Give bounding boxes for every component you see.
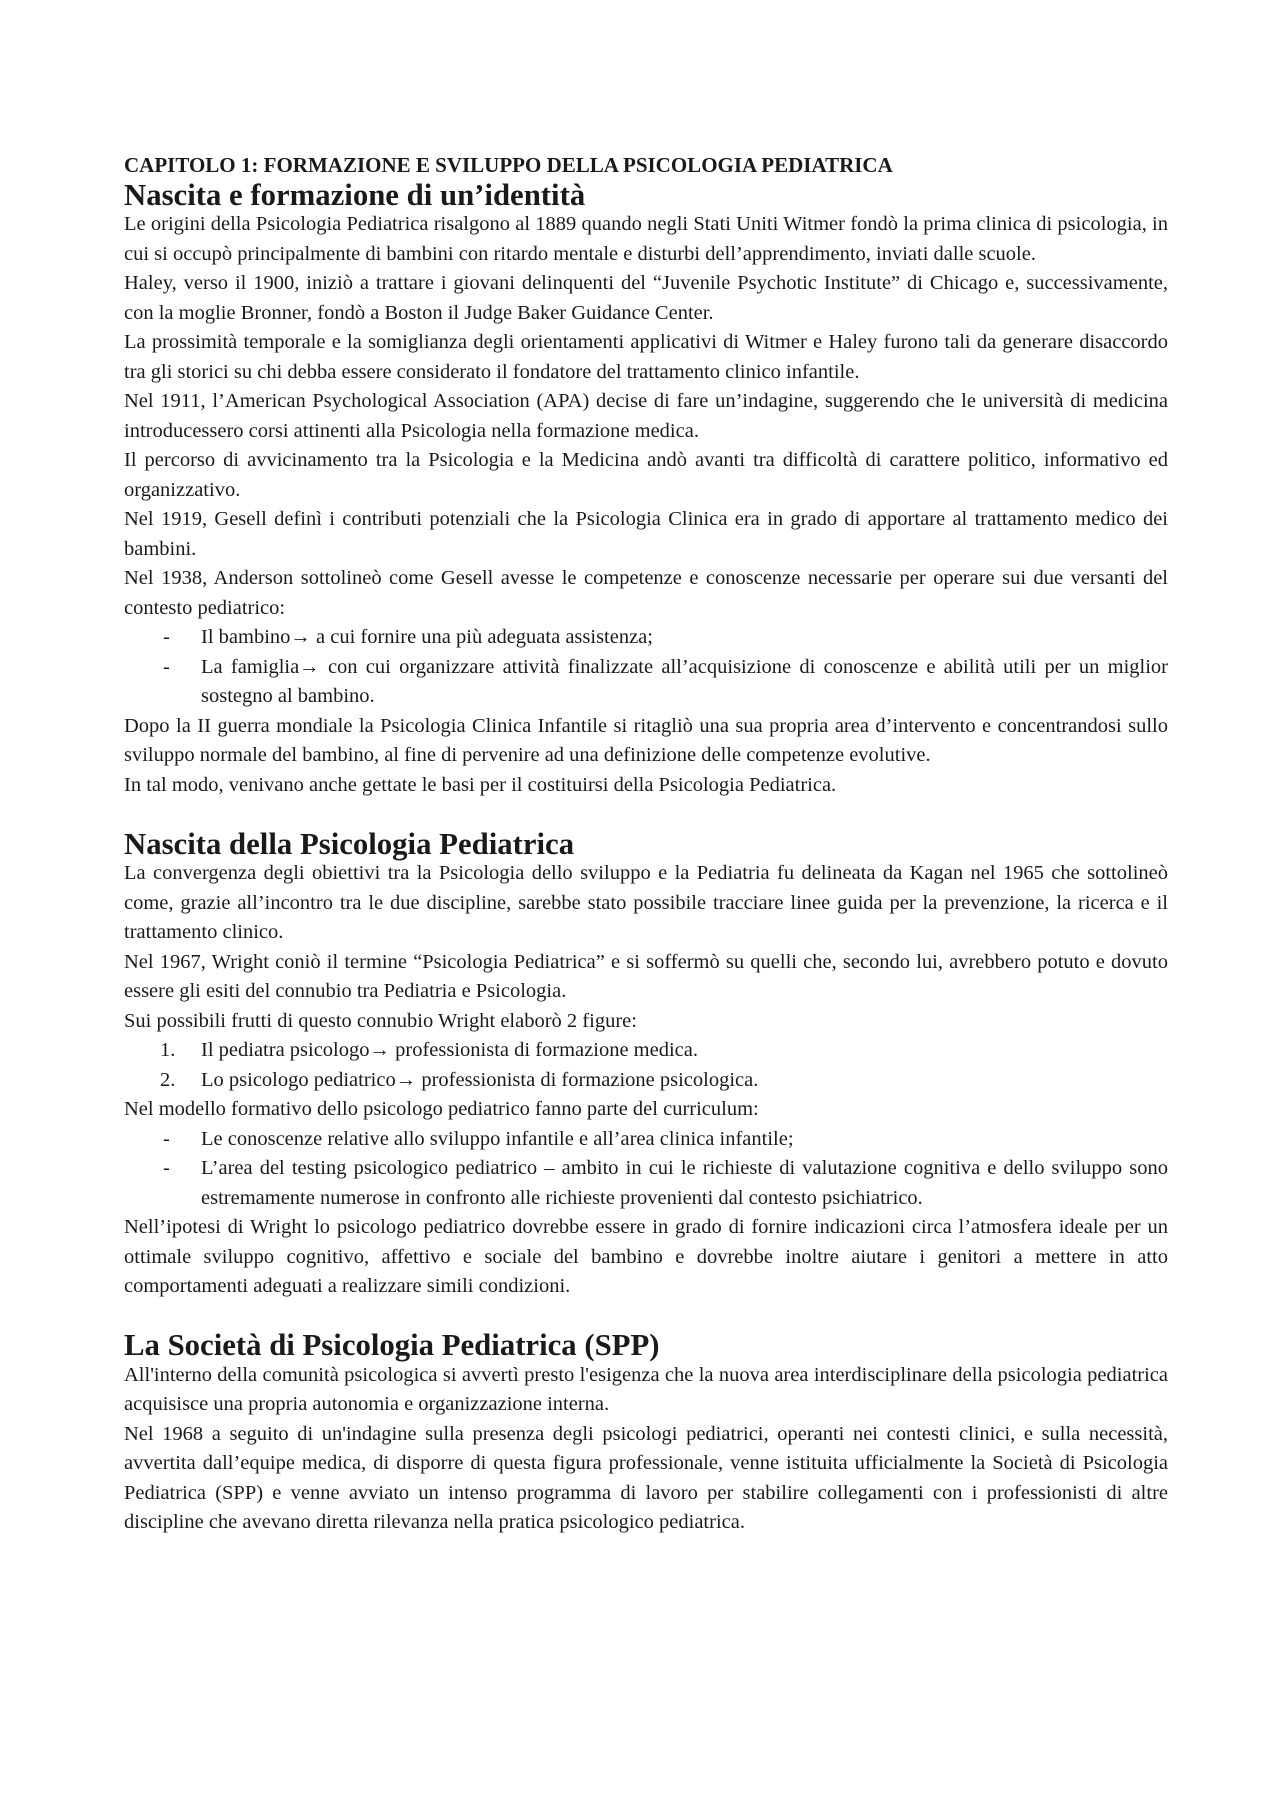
section-societa-spp [124, 1328, 1168, 1538]
paragraph: Nel 1938, Anderson sottolineò come Gesell avesse le competenze e conoscenze necessarie per operare sui due versanti del contesto pediatrico: [124, 567, 1168, 619]
section-nascita-psicologia-pediatrica [124, 826, 1168, 1302]
paragraph: Sui possibili frutti di questo connubio Wright elaborò 2 figure: [124, 1009, 637, 1032]
list-marker: - [163, 1157, 170, 1179]
paragraph: Nel 1967, Wright coniò il termine “Psicologia Pediatrica” e si soffermò su quelli che, secondo lui, avrebbero potuto e dovuto essere gli esiti del connubio tra Pediatria e Psicologia. [124, 950, 1168, 1002]
section-title: La Società di Psicologia Pediatrica (SPP) [124, 1328, 660, 1362]
paragraph: Dopo la II guerra mondiale la Psicologia Clinica Infantile si ritagliò una sua propria area d’intervento e concentrandosi sullo sviluppo normale del bambino, al fine di pervenire ad una definizione delle competenze evolutive. [124, 714, 1168, 766]
list-item [124, 1125, 1168, 1155]
paragraph: Il percorso di avvicinamento tra la Psicologia e la Medicina andò avanti tra difficoltà di carattere politico, informativo ed organizzativo. [124, 449, 1168, 501]
list-item [124, 1154, 1168, 1213]
chapter-title: CAPITOLO 1: FORMAZIONE E SVILUPPO DELLA PSICOLOGIA PEDIATRICA [124, 153, 893, 177]
list-marker: 2. [160, 1068, 176, 1091]
list-item-text: Lo psicologo pediatrico→ professionista di formazione psicologica. [201, 1068, 759, 1091]
list-marker: - [163, 626, 170, 648]
section-spacer [124, 800, 1168, 830]
section-nascita-formazione [124, 177, 1168, 801]
paragraph: Nell’ipotesi di Wright lo psicologo pediatrico dovrebbe essere in grado di fornire indicazioni circa l’atmosfera ideale per un ottimale sviluppo cognitivo, affettivo e sociale del bambino e dovrebbe inoltre aiutare i genitori a mettere in atto comportamenti adeguati a realizzare simili condizioni. [124, 1216, 1168, 1297]
paragraph: Nel 1919, Gesell definì i contributi potenziali che la Psicologia Clinica era in grado di apportare al trattamento medico dei bambini. [124, 508, 1168, 560]
paragraph: La prossimità temporale e la somiglianza degli orientamenti applicativi di Witmer e Haley furono tali da generare disaccordo tra gli storici su chi debba essere considerato il fondatore del trattamento clinico infantile. [124, 331, 1168, 383]
numbered-list [124, 1036, 1168, 1095]
dash-list [124, 1125, 1168, 1214]
list-item-text: L’area del testing psicologico pediatrico – ambito in cui le richieste di valutazione cognitiva e dello sviluppo sono estremamente numerose in confronto alle richieste provenienti dal contesto psichiatrico. [201, 1157, 1168, 1209]
paragraph: In tal modo, venivano anche gettate le basi per il costituirsi della Psicologia Pediatrica. [124, 773, 837, 796]
paragraph: Nel modello formativo dello psicologo pediatrico fanno parte del curriculum: [124, 1098, 759, 1120]
list-item-text: Il pediatra psicologo→ professionista di formazione medica. [201, 1039, 698, 1061]
list-marker: 1. [160, 1039, 176, 1061]
paragraph: Haley, verso il 1900, iniziò a trattare i giovani delinquenti del “Juvenile Psychotic Institute” di Chicago e, successivamente, con la moglie Bronner, fondò a Boston il Judge Baker Guidance Center. [124, 272, 1168, 324]
document-page [124, 151, 1168, 1538]
paragraph: All'interno della comunità psicologica si avvertì presto l'esigenza che la nuova area interdisciplinare della psicologia pediatrica acquisisce una propria autonomia e organizzazione interna. [124, 1363, 1168, 1415]
paragraph: Nel 1968 a seguito di un'indagine sulla presenza degli psicologi pediatrici, operanti nei contesti clinici, e sulla necessità, avvertita dall’equipe medica, di disporre di questa figura professionale, venne istituita ufficialmente la Società di Psicologia Pediatrica (SPP) e venne avviato un intenso programma di lavoro per stabilire collegamenti con i professionisti di altre discipline che avevano diretta rilevanza nella pratica psicologico pediatrica. [124, 1422, 1168, 1533]
list-item [124, 653, 1168, 712]
section-title: Nascita della Psicologia Pediatrica [124, 826, 575, 861]
list-item-text: Il bambino→ a cui fornire una più adeguata assistenza; [201, 626, 653, 648]
list-marker: - [163, 1127, 170, 1150]
paragraph: Nel 1911, l’American Psychological Association (APA) decise di fare un’indagine, suggerendo che le università di medicina introducessero corsi attinenti alla Psicologia nella formazione medica. [124, 390, 1168, 442]
list-item [124, 1036, 1168, 1066]
list-item [124, 1066, 1168, 1096]
list-marker: - [163, 655, 170, 678]
dash-list [124, 623, 1168, 712]
paragraph: Le origini della Psicologia Pediatrica risalgono al 1889 quando negli Stati Uniti Witmer fondò la prima clinica di psicologia, in cui si occupò principalmente di bambini con ritardo mentale e disturbi dell’apprendimento, inviati dalle scuole. [124, 213, 1168, 265]
paragraph: La convergenza degli obiettivi tra la Psicologia dello sviluppo e la Pediatria fu delineata da Kagan nel 1965 che sottolineò come, grazie all’incontro tra le due discipline, sarebbe stato possibile tracciare linee guida per la prevenzione, la ricerca e il trattamento clinico. [124, 862, 1168, 943]
section-spacer [124, 1302, 1168, 1332]
list-item-text: La famiglia→ con cui organizzare attività finalizzate all’acquisizione di conoscenze e abilità utili per un miglior sostegno al bambino. [201, 655, 1168, 707]
list-item [124, 623, 1168, 653]
list-item-text: Le conoscenze relative allo sviluppo infantile e all’area clinica infantile; [201, 1127, 794, 1150]
section-title: Nascita e formazione di un’identità [124, 177, 586, 212]
